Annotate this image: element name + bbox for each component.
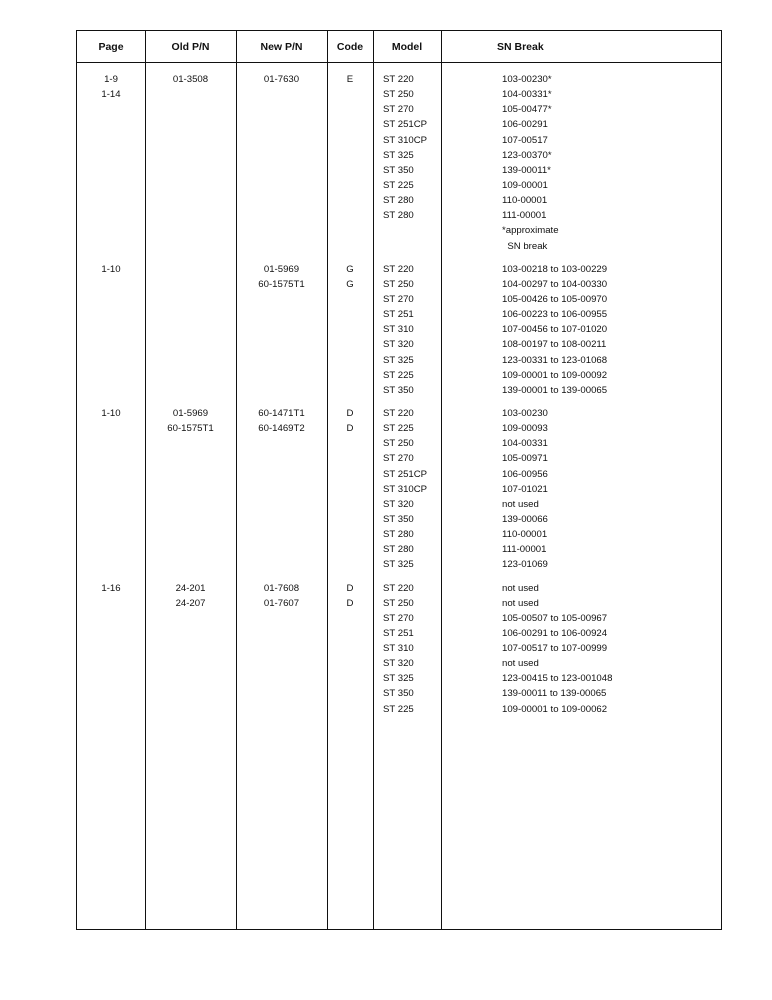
cell-sn-break: 103-00230	[502, 407, 548, 419]
table-row	[77, 641, 721, 656]
cell-sn-break: 110-00001	[502, 529, 548, 541]
cell-sn-break: not used	[502, 597, 539, 609]
table-row	[77, 451, 721, 466]
cell-model: ST 251CP	[383, 468, 428, 480]
table-row	[77, 596, 721, 611]
cell-model: ST 325	[383, 149, 414, 161]
parts-table	[76, 30, 722, 930]
table-row	[77, 421, 721, 436]
cell-sn-break: 111-00001	[502, 210, 547, 222]
table-row	[77, 148, 721, 163]
cell-sn-break: not used	[502, 658, 539, 670]
cell-sn-break: 106-00291	[502, 119, 548, 131]
cell-sn-break: 105-00971	[502, 453, 548, 465]
cell-model: ST 310CP	[383, 483, 428, 495]
table-row	[77, 512, 721, 527]
cell-model: ST 270	[383, 453, 414, 465]
cell-sn-break: 107-01021	[502, 483, 548, 495]
cell-model: ST 325	[383, 673, 414, 685]
cell-sn-break: 103-00230*	[502, 74, 552, 85]
table-section	[77, 72, 721, 254]
cell-sn-break: 108-00197 to 108-00211	[502, 339, 607, 351]
table-section	[77, 262, 721, 398]
cell-code: E	[346, 74, 354, 85]
header-page: Page	[98, 41, 124, 53]
cell-model: ST 220	[383, 74, 414, 85]
cell-model: ST 251	[383, 309, 414, 321]
cell-page: 1-16	[101, 582, 121, 594]
header-sn-break: SN Break	[497, 41, 544, 53]
cell-model: ST 280	[383, 195, 414, 207]
cell-model: ST 225	[383, 179, 414, 191]
cell-sn-break: 104-00297 to 104-00330	[502, 278, 608, 290]
cell-sn-break: 139-00066	[502, 513, 548, 525]
cell-new-pn: 60-1471T1	[258, 407, 305, 419]
cell-model: ST 250	[383, 597, 414, 609]
cell-sn-break: not used	[502, 582, 539, 594]
header-rule	[77, 62, 721, 63]
cell-new-pn: 60-1469T2	[258, 423, 305, 435]
table-row	[77, 368, 721, 383]
table-row	[77, 497, 721, 512]
table-row	[77, 557, 721, 572]
table-row	[77, 178, 721, 193]
cell-old-pn: 24-201	[175, 582, 206, 594]
cell-sn-break: 105-00507 to 105-00967	[502, 612, 608, 624]
table-row	[77, 307, 721, 322]
cell-sn-break: 111-00001	[502, 544, 547, 556]
table-body	[77, 72, 721, 717]
cell-model: ST 270	[383, 612, 414, 624]
cell-page: 1-10	[101, 263, 121, 275]
table-row	[77, 163, 721, 178]
cell-sn-break: 104-00331*	[502, 89, 552, 101]
cell-model: ST 270	[383, 104, 414, 116]
table-row	[77, 656, 721, 671]
cell-code: D	[346, 407, 354, 419]
table-row	[77, 383, 721, 398]
table-row	[77, 223, 721, 238]
cell-page: 1-14	[101, 89, 121, 101]
cell-sn-break: 107-00517 to 107-00999	[502, 643, 608, 655]
table-row	[77, 337, 721, 352]
table-row	[77, 208, 721, 223]
cell-model: ST 225	[383, 369, 414, 381]
cell-sn-break: 106-00223 to 106-00955	[502, 309, 608, 321]
table-row	[77, 702, 721, 717]
cell-new-pn: 01-7608	[263, 582, 300, 594]
cell-model: ST 251CP	[383, 119, 428, 131]
cell-sn-break: 109-00001	[502, 179, 548, 191]
cell-code: G	[346, 278, 354, 290]
cell-model: ST 280	[383, 210, 414, 222]
cell-model: ST 225	[383, 423, 414, 435]
cell-sn-break: 103-00218 to 103-00229	[502, 263, 608, 275]
cell-new-pn: 01-7607	[263, 597, 300, 609]
cell-model: ST 225	[383, 703, 414, 715]
cell-sn-break: 123-00370*	[502, 149, 552, 161]
header-old-pn: Old P/N	[171, 41, 210, 53]
table-row	[77, 102, 721, 117]
cell-sn-break: SN break	[502, 240, 548, 252]
cell-sn-break: 105-00477*	[502, 104, 552, 116]
table-row	[77, 262, 721, 277]
cell-old-pn: 01-3508	[172, 74, 209, 85]
table-row	[77, 133, 721, 148]
cell-model: ST 250	[383, 89, 414, 101]
table-row	[77, 436, 721, 451]
cell-model: ST 280	[383, 544, 414, 556]
table-row	[77, 322, 721, 337]
cell-new-pn: 01-7630	[263, 74, 300, 85]
table-row	[77, 292, 721, 307]
cell-new-pn: 01-5969	[263, 263, 300, 275]
table-row	[77, 686, 721, 701]
table-row	[77, 626, 721, 641]
cell-code: D	[346, 423, 354, 435]
table-row	[77, 87, 721, 102]
table-row	[77, 581, 721, 596]
cell-sn-break: 105-00426 to 105-00970	[502, 293, 608, 305]
table-row	[77, 277, 721, 292]
cell-sn-break: 106-00291 to 106-00924	[502, 627, 608, 639]
header-model: Model	[391, 41, 423, 53]
table-row	[77, 239, 721, 254]
table-row	[77, 482, 721, 497]
table-section	[77, 581, 721, 717]
cell-sn-break: not used	[502, 498, 539, 510]
cell-model: ST 220	[383, 407, 414, 419]
table-row	[77, 467, 721, 482]
cell-model: ST 325	[383, 559, 414, 571]
cell-sn-break: 123-01069	[502, 559, 548, 571]
cell-sn-break: 106-00956	[502, 468, 548, 480]
table-row	[77, 406, 721, 421]
cell-model: ST 220	[383, 582, 414, 594]
cell-old-pn: 60-1575T1	[167, 423, 214, 435]
table-row	[77, 193, 721, 208]
table-row	[77, 117, 721, 132]
cell-code: D	[346, 597, 354, 609]
cell-sn-break: 123-00331 to 123-01068	[502, 354, 608, 366]
cell-model: ST 250	[383, 438, 414, 450]
cell-sn-break: 139-00001 to 139-00065	[502, 384, 608, 396]
cell-code: D	[346, 582, 354, 594]
cell-sn-break: 139-00011 to 139-00065	[502, 688, 607, 700]
table-row	[77, 527, 721, 542]
cell-sn-break: 107-00456 to 107-01020	[502, 324, 608, 336]
cell-model: ST 350	[383, 384, 414, 396]
cell-new-pn: 60-1575T1	[258, 278, 305, 290]
cell-model: ST 250	[383, 278, 414, 290]
cell-sn-break: 109-00001 to 109-00062	[502, 703, 608, 715]
table-row	[77, 72, 721, 87]
cell-sn-break: *approximate	[502, 225, 559, 237]
cell-model: ST 325	[383, 354, 414, 366]
cell-sn-break: 109-00093	[502, 423, 548, 435]
table-section	[77, 406, 721, 573]
table-row	[77, 542, 721, 557]
cell-model: ST 310CP	[383, 134, 428, 146]
cell-sn-break: 123-00415 to 123-001048	[502, 673, 613, 685]
cell-model: ST 350	[383, 688, 414, 700]
cell-sn-break: 110-00001	[502, 195, 548, 207]
cell-old-pn: 01-5969	[172, 407, 209, 419]
cell-sn-break: 139-00011*	[502, 164, 551, 176]
cell-model: ST 310	[383, 324, 414, 336]
table-row	[77, 611, 721, 626]
cell-model: ST 270	[383, 293, 414, 305]
cell-model: ST 280	[383, 529, 414, 541]
cell-sn-break: 104-00331	[502, 438, 548, 450]
cell-model: ST 350	[383, 164, 414, 176]
cell-sn-break: 107-00517	[502, 134, 548, 146]
cell-page: 1-9	[104, 74, 118, 85]
table-row	[77, 671, 721, 686]
cell-model: ST 320	[383, 658, 414, 670]
cell-sn-break: 109-00001 to 109-00092	[502, 369, 608, 381]
cell-page: 1-10	[101, 407, 121, 419]
cell-model: ST 220	[383, 263, 414, 275]
cell-model: ST 320	[383, 498, 414, 510]
header-new-pn: New P/N	[260, 41, 303, 53]
table-row	[77, 353, 721, 368]
cell-model: ST 310	[383, 643, 414, 655]
cell-model: ST 350	[383, 513, 414, 525]
cell-old-pn: 24-207	[175, 597, 206, 609]
header-code: Code	[336, 41, 364, 53]
cell-model: ST 251	[383, 627, 414, 639]
cell-code: G	[346, 263, 354, 275]
cell-model: ST 320	[383, 339, 414, 351]
